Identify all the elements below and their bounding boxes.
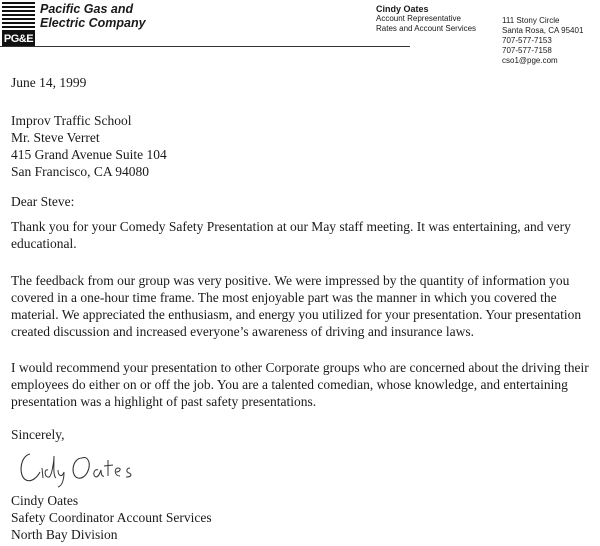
recipient-line: Mr. Steve Verret: [11, 130, 100, 145]
paragraph-2: The feedback from our group was very positive. We were impressed by the quantity of information you covered in a one-hour time frame. The most enjoyable part was the manner in which you covered the material. We appreciated the enthusiasm, and energy you utilized for your presentation. Your presentation created discussion and increased everyone’s awareness of driving and insurance laws.: [11, 273, 582, 339]
company-line-2: Electric Company: [40, 16, 146, 30]
letter-date: June 14, 1999: [11, 75, 87, 90]
representative-block: [376, 4, 476, 34]
signer-title: Safety Coordinator Account Services: [11, 510, 212, 525]
pge-logo: [2, 2, 35, 46]
fax: 707-577-7158: [502, 46, 552, 55]
rep-title-2: Rates and Account Services: [376, 24, 477, 33]
header-divider: [0, 46, 410, 47]
handwritten-signature: [16, 446, 146, 488]
address-line-1: 111 Stony Circle: [502, 16, 560, 25]
phone: 707-577-7153: [502, 36, 552, 45]
paragraph-1: Thank you for your Comedy Safety Presentation at our May staff meeting. It was entertaining, and very educational.: [11, 219, 571, 251]
signer-name: Cindy Oates: [11, 493, 79, 508]
signature-block: [11, 492, 212, 543]
logo-stripes: [2, 2, 35, 34]
salutation: Dear Steve:: [11, 194, 75, 209]
rep-name: Cindy Oates: [376, 4, 429, 14]
sender-address: [502, 16, 583, 66]
recipient-line: Improv Traffic School: [11, 113, 132, 128]
logo-text: PG&E: [3, 33, 34, 45]
company-name: [40, 2, 146, 30]
email: cso1@pge.com: [502, 56, 558, 65]
closing: Sincerely,: [11, 427, 65, 442]
address-line-2: Santa Rosa, CA 95401: [502, 26, 584, 35]
rep-title-1: Account Representative: [376, 14, 461, 23]
recipient-line: San Francisco, CA 94080: [11, 164, 149, 179]
recipient-address: [11, 112, 167, 180]
recipient-line: 415 Grand Avenue Suite 104: [11, 147, 167, 162]
company-line-1: Pacific Gas and: [40, 2, 134, 16]
signer-division: North Bay Division: [11, 527, 118, 542]
paragraph-3: I would recommend your presentation to other Corporate groups who are concerned about the driving their employees do either on or off the job. You are a talented comedian, whose knowledge, and entertaining presentation was a highlight of past safety presentations.: [11, 360, 589, 409]
